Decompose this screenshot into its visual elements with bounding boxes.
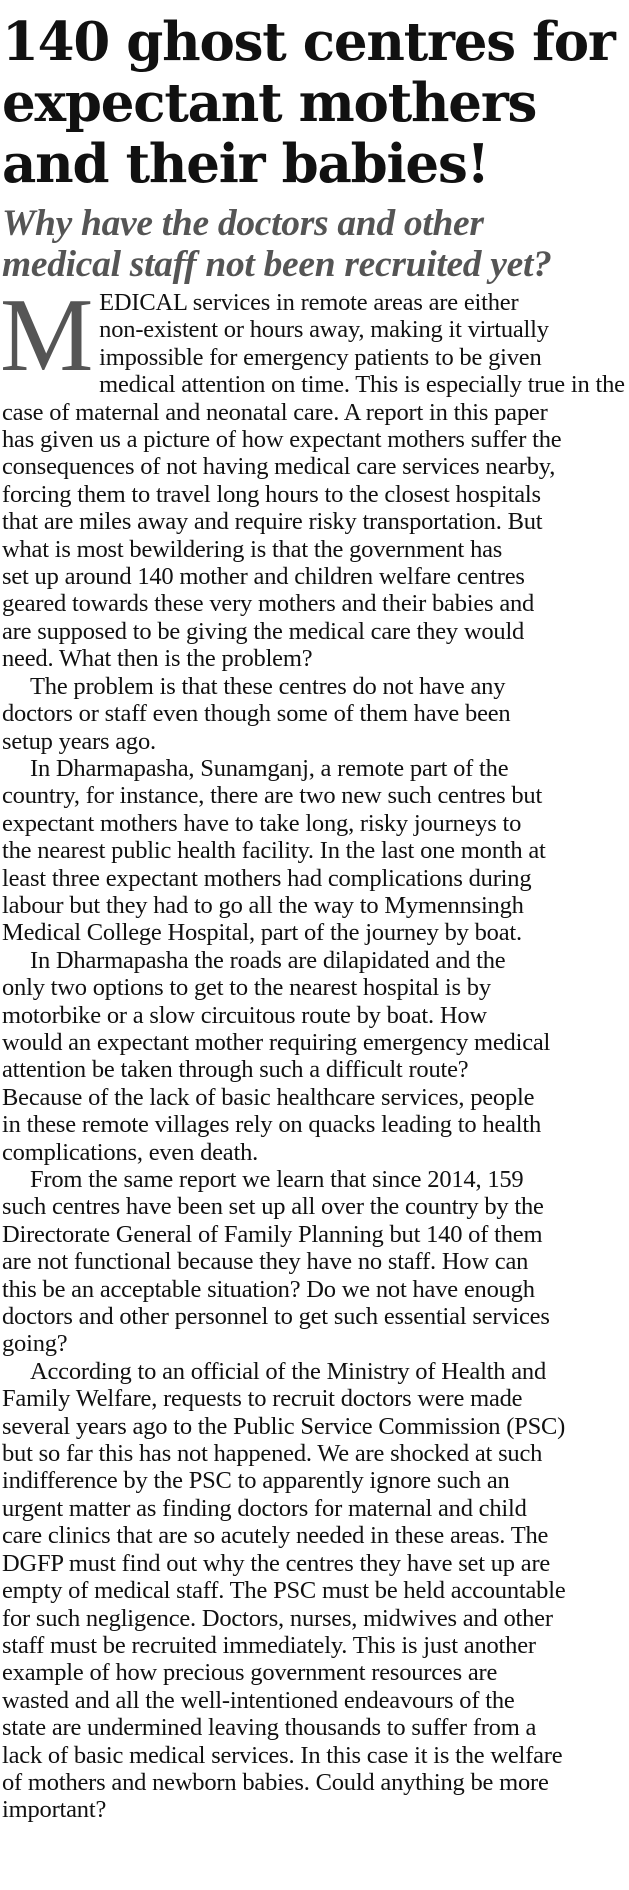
paragraph-3: In Dharmapasha, Sunamganj, a remote part of the country, for instance, there are two new such centres but expectant mothers have to take long, risky journeys to the nearest public health facility. In the last one month at least three expectant mothers had complications during labour but they had to go all the way to Mymennsingh Medical College Hospital, part of the journey by boat.	[2, 754, 546, 947]
article-body	[0, 276, 627, 1824]
paragraph-1	[0, 276, 627, 673]
drop-cap: M	[0, 276, 94, 393]
subheadline: Why have the doctors and other medical staff not been recruited yet?	[2, 203, 552, 285]
headline: 140 ghost centres for expectant mothers and their babies!	[2, 11, 615, 195]
paragraph-2: The problem is that these centres do not have any doctors or staff even though some of them have been setup years ago.	[2, 672, 511, 755]
paragraph-5: From the same report we learn that since 2014, 159 such centres have been set up all over the country by the Directorate General of Family Planning but 140 of them are not functional because they have no staff. How can this be an acceptable situation? Do we not have enough doctors and other personnel to get such essential services going?	[2, 1166, 550, 1358]
paragraph-6: According to an official of the Ministry of Health and Family Welfare, requests to recruit doctors were made several years ago to the Public Service Commission (PSC) but so far this has not happened. We are shocked at such indifference by the PSC to apparently ignore such an urgent matter as finding doctors for maternal and child care clinics that are so acutely needed in these areas. The DGFP must find out why the centres they have set up are empty of medical staff. The PSC must be held accountable for such negligence. Doctors, nurses, midwives and other staff must be recruited immediately. This is just another example of how precious government resources are wasted and all the well-intentioned endeavours of the state are undermined leaving thousands to suffer from a lack of basic medical services. In this case it is the welfare of mothers and newborn babies. Could anything be more important?	[2, 1357, 566, 1824]
paragraph-4: In Dharmapasha the roads are dilapidated and the only two options to get to the nearest hospital is by motorbike or a slow circuitous route by boat. How would an expectant mother requiring emergency medical attention be taken through such a difficult route? Because of the lack of basic healthcare services, people in these remote villages rely on quacks leading to health complications, even death.	[2, 946, 551, 1166]
paragraph-1-text: EDICAL services in remote areas are either non-existent or hours away, making it virtually impossible for emergency patients to be given medical attention on time. This is especially true in the case of maternal and neonatal care. A report in this paper has given us a picture of how expectant mothers suffer the consequences of not having medical care services nearby, forcing them to travel long hours to the closest hospitals that are miles away and require risky transportation. But what is most bewildering is that the government has set up around 140 mother and children welfare centres geared towards these very mothers and their babies and are supposed to be giving the medical care they would need. What then is the problem?	[2, 289, 625, 673]
